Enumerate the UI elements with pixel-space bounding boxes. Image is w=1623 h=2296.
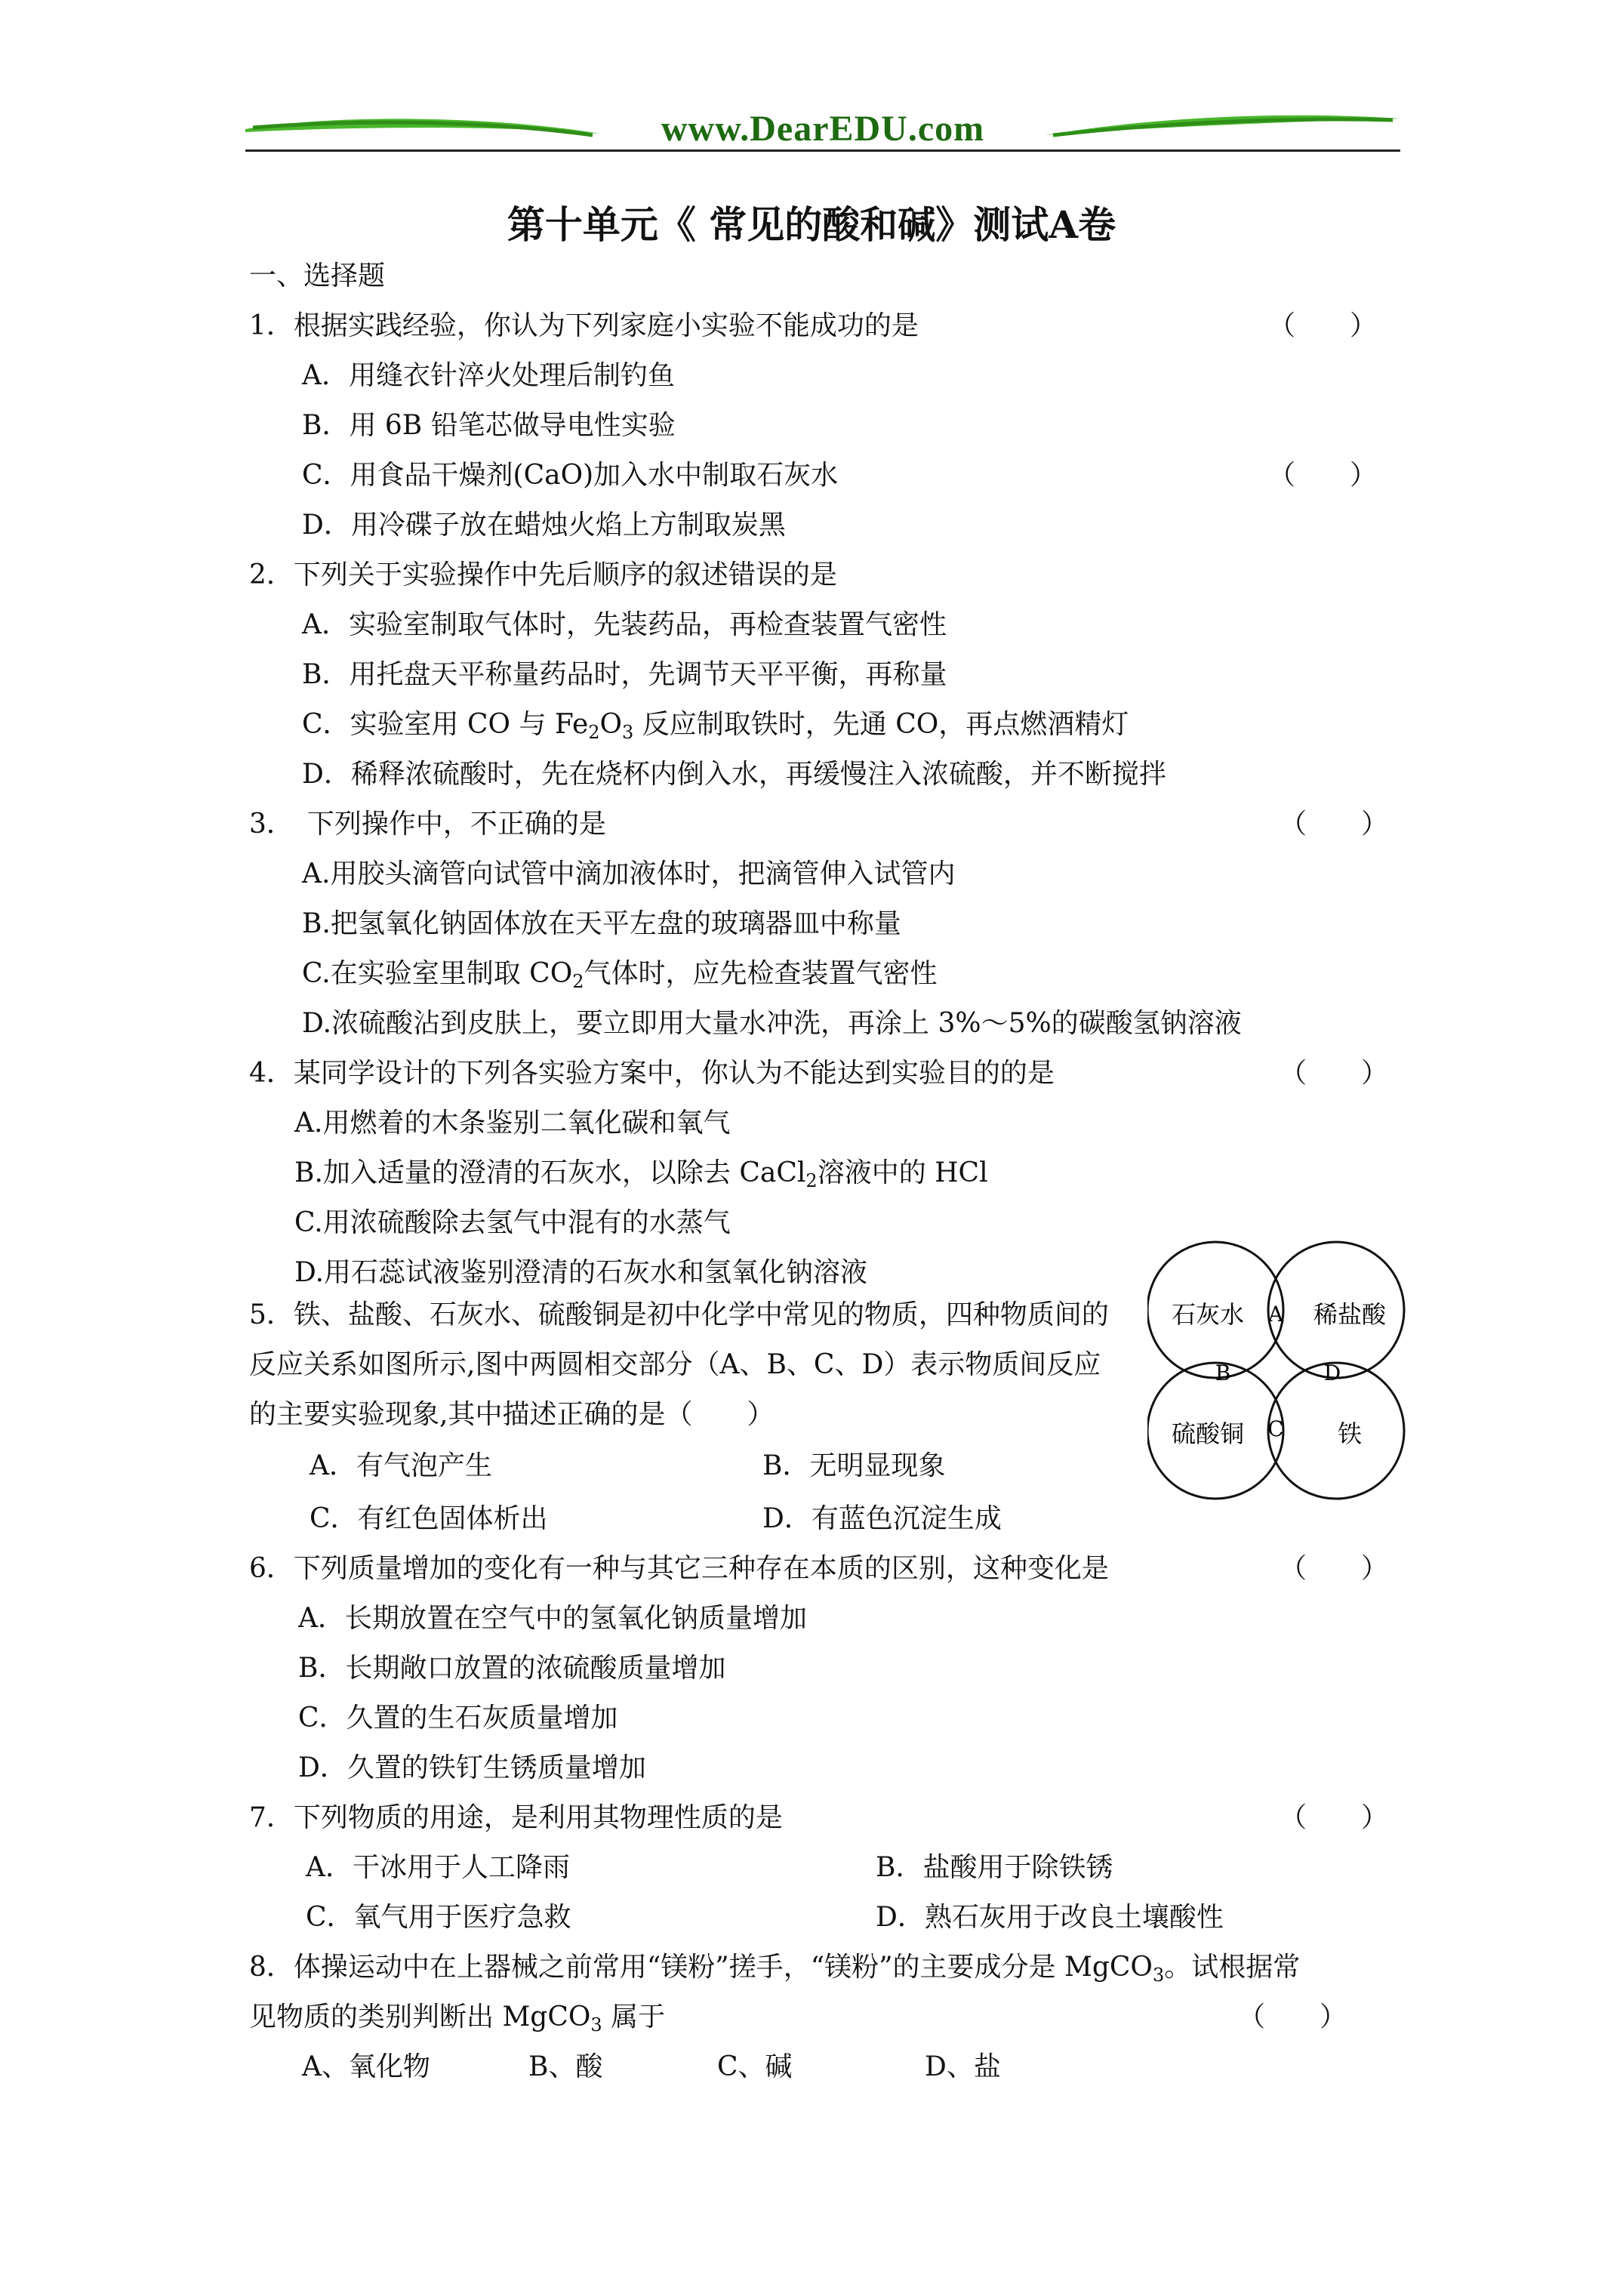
q1-option-b: B．用 6B 铅笔芯做导电性实验 <box>302 410 676 441</box>
q1-option-c: C．用食品干燥剂(CaO)加入水中制取石灰水 <box>302 460 839 491</box>
q4-option-c: C.用浓硫酸除去氢气中混有的水蒸气 <box>294 1207 731 1238</box>
q4-option-b: B.加入适量的澄清的石灰水，以除去 CaCl$_2$溶液中的 HCl <box>294 1157 988 1191</box>
q2-option-c: C．实验室用 CO 与 $Fe_2O_3$ 反应制取铁时，先通 CO，再点燃酒精灯 <box>302 709 1129 743</box>
q3-option-b: B.把氢氧化钠固体放在天平左盘的玻璃器皿中称量 <box>302 908 901 939</box>
q2-option-b: B．用托盘天平称量药品时，先调节天平平衡，再称量 <box>302 659 947 690</box>
q3-stem: 3． 下列操作中，不正确的是 <box>249 809 606 840</box>
q6-option-c: C．久置的生石灰质量增加 <box>298 1703 618 1734</box>
q7-option-c: C．氧气用于医疗急救 <box>306 1902 571 1933</box>
venn-region-c: C <box>1267 1416 1284 1441</box>
venn-label-top-right: 稀盐酸 <box>1313 1300 1387 1329</box>
q2-option-a: A．实验室制取气体时，先装药品，再检查装置气密性 <box>302 609 947 640</box>
q6-option-b: B．长期敞口放置的浓硫酸质量增加 <box>298 1653 726 1684</box>
q3-answer-bracket: （ ） <box>1280 809 1389 840</box>
q8-stem-line1: 8．体操运动中在上器械之前常用“镁粉”搓手，“镁粉”的主要成分是 MgCO$_3$。试根据常 <box>249 1952 1301 1986</box>
venn-region-d: D <box>1323 1361 1341 1385</box>
q1-option-d: D．用冷碟子放在蜡烛火焰上方制取炭黑 <box>302 510 786 541</box>
q7-stem: 7．下列物质的用途，是利用其物理性质的是 <box>249 1802 783 1833</box>
q8-answer-bracket: （ ） <box>1238 2002 1347 2032</box>
q5-option-b: B．无明显现象 <box>762 1450 946 1481</box>
q8-option-a: A、氧化物 <box>302 2051 430 2082</box>
q2-option-d: D．稀释浓硫酸时，先在烧杯内倒入水，再缓慢注入浓硫酸，并不断搅拌 <box>302 759 1166 790</box>
q6-option-a: A．长期放置在空气中的氢氧化钠质量增加 <box>298 1603 807 1634</box>
q5-option-d: D．有蓝色沉淀生成 <box>762 1503 1002 1534</box>
q8-option-c: C、碱 <box>717 2051 793 2082</box>
q8-option-d: D、盐 <box>925 2051 1001 2082</box>
q1-option-a: A．用缝衣针淬火处理后制钓鱼 <box>302 360 675 391</box>
q5-option-c: C．有红色固体析出 <box>310 1503 548 1534</box>
q5-stem-line3: 的主要实验现象,其中描述正确的是（ ） <box>249 1399 775 1430</box>
q6-option-d: D．久置的铁钉生锈质量增加 <box>298 1752 646 1783</box>
q5-stem-line1: 5．铁、盐酸、石灰水、硫酸铜是初中化学中常见的物质，四种物质间的 <box>249 1299 1109 1330</box>
venn-label-top-left: 石灰水 <box>1171 1300 1245 1329</box>
q2-stem: 2．下列关于实验操作中先后顺序的叙述错误的是 <box>249 559 837 590</box>
q7-option-b: B．盐酸用于除铁锈 <box>876 1852 1113 1883</box>
q7-answer-bracket: （ ） <box>1280 1802 1389 1833</box>
q1-stem: 1．根据实践经验，你认为下列家庭小实验不能成功的是 <box>249 310 919 341</box>
q4-option-d: D.用石蕊试液鉴别澄清的石灰水和氢氧化钠溶液 <box>294 1257 868 1288</box>
q8-option-b: B、酸 <box>528 2051 603 2082</box>
q4-option-a: A.用燃着的木条鉴别二氧化碳和氧气 <box>294 1108 731 1139</box>
venn-region-a: A <box>1267 1302 1284 1327</box>
q6-stem: 6．下列质量增加的变化有一种与其它三种存在本质的区别，这种变化是 <box>249 1553 1109 1584</box>
q3-option-c: C.在实验室里制取 $CO_2$气体时，应先检查装置气密性 <box>302 958 938 992</box>
q7-option-a: A．干冰用于人工降雨 <box>306 1852 570 1883</box>
q5-option-a: A．有气泡产生 <box>310 1450 492 1481</box>
q3-option-d: D.浓硫酸沾到皮肤上，要立即用大量水冲洗，再涂上 3%～5%的碳酸氢钠溶液 <box>302 1008 1242 1039</box>
header-rule <box>245 149 1400 152</box>
q1-extra-bracket: （ ） <box>1268 460 1378 491</box>
q6-answer-bracket: （ ） <box>1280 1553 1389 1584</box>
page-title: 第十单元《 常见的酸和碱》测试A卷 <box>507 202 1116 247</box>
q7-option-d: D．熟石灰用于改良土壤酸性 <box>876 1902 1224 1933</box>
venn-label-bottom-left: 硫酸铜 <box>1171 1419 1245 1448</box>
venn-label-bottom-right: 铁 <box>1337 1419 1363 1448</box>
venn-diagram <box>1147 1238 1419 1518</box>
q4-answer-bracket: （ ） <box>1280 1058 1389 1089</box>
q8-stem-line2: 见物质的类别判断出 MgCO$_3$ 属于 <box>249 2002 666 2036</box>
site-logo-text: www.DearEDU.com <box>661 109 985 149</box>
q1-answer-bracket: （ ） <box>1268 310 1378 341</box>
q5-stem-line2: 反应关系如图所示,图中两圆相交部分（A、B、C、D）表示物质间反应 <box>249 1349 1101 1380</box>
venn-region-b: B <box>1215 1361 1231 1385</box>
q4-stem: 4．某同学设计的下列各实验方案中，你认为不能达到实验目的的是 <box>249 1058 1055 1089</box>
section-heading: 一、选择题 <box>249 260 386 291</box>
q3-option-a: A.用胶头滴管向试管中滴加液体时，把滴管伸入试管内 <box>302 858 956 889</box>
